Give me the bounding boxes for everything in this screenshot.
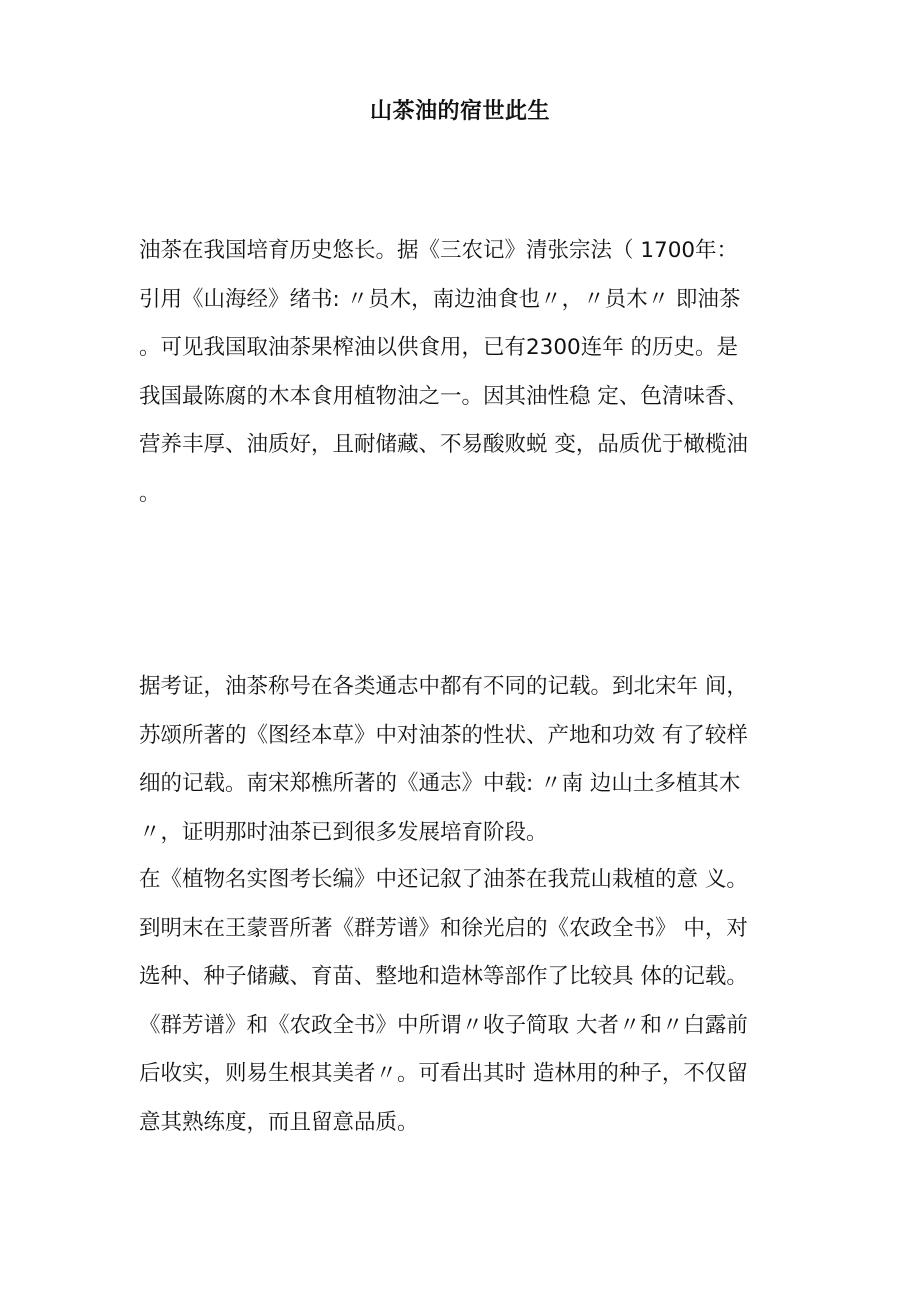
text-line: 细的记载。南宋郑樵所著的《通志》中载: 〃南 边山土多植其木 — [139, 771, 741, 796]
paragraph-cultivation — [139, 856, 819, 1147]
paragraph-history — [139, 227, 819, 518]
text-line: 选种、种子储藏、育苗、整地和造林等部作了比较具 体的记载。 — [139, 964, 748, 989]
text-line: 。可见我国取油茶果榨油以供食用，已有2300连年 的历史。是 — [139, 335, 739, 360]
text-line: 营养丰厚、油质好，且耐储藏、不易酸败蜕 变，品质优于橄榄油 — [139, 432, 748, 457]
text-line: 油茶在我国培育历史悠长。据《三农记》清张宗法（ 1700年： — [139, 238, 739, 263]
text-line: 后收实，则易生根其美者〃。可看出其时 造林用的种子，不仅留 — [139, 1061, 748, 1086]
text-line: 在《植物名实图考长编》中还记叙了油茶在我荒山栽植的意 义。 — [139, 867, 748, 892]
text-line: 《群芳谱》和《农政全书》中所谓〃收子简取 大者〃和〃白露前 — [139, 1012, 748, 1038]
paragraph-records — [139, 663, 819, 857]
text-line: 我国最陈腐的木本食用植物油之一。因其油性稳 定、色清味香、 — [139, 383, 748, 409]
text-line: 苏颂所著的《图经本草》中对油茶的性状、产地和功效 有了较样 — [139, 722, 748, 748]
text-line: 引用《山海经》绪书: 〃员木，南边油食也〃，〃员木〃 即油茶 — [139, 286, 741, 312]
text-line: 据考证，油茶称号在各类通志中都有不同的记载。到北宋年 间， — [139, 674, 748, 699]
text-line: 。 — [139, 480, 161, 506]
text-line: 〃，证明那时油茶已到很多发展培育阶段。 — [139, 819, 548, 845]
text-line: 意其熟练度，而且留意品质。 — [139, 1109, 419, 1135]
text-line: 到明末在王蒙晋所著《群芳谱》和徐光启的《农政全书》 中，对 — [139, 915, 748, 941]
document-title: 山茶油的宿世此生 — [369, 99, 550, 124]
